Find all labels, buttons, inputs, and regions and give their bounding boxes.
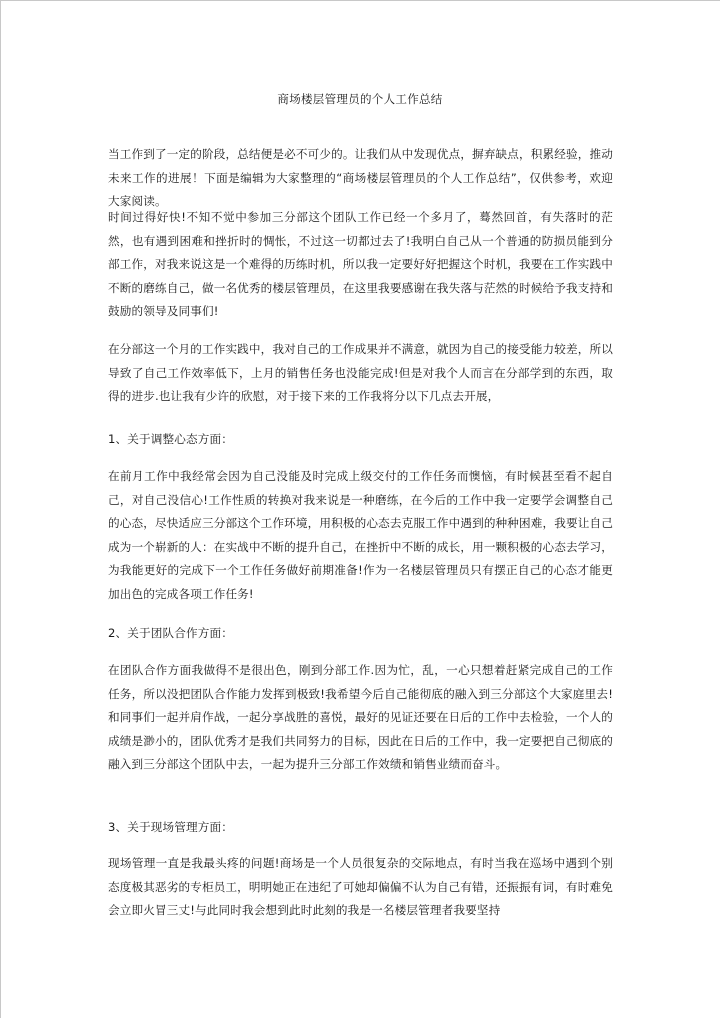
paragraph-4: 在团队合作方面我做得不是很出色，刚到分部工作.因为忙，乱，一心只想着赶紧完成自己的工作任务，所以没把团队合作能力发挥到极致!我希望今后自己能彻底的融入到三分部这个大家庭里去!和同事们一起并肩作战，一起分享战胜的喜悦，最好的见证还要在日后的工作中去检验，一个人的成绩是渺小的，团队优秀才是我们共同努力的目标，因此在日后的工作中，我一定要把自己彻底的融入到三分部这个团队中去，一起为提升三分部工作效绩和销售业绩而奋斗。 <box>108 663 613 771</box>
section-heading-3: 3、关于现场管理方面： <box>108 820 233 834</box>
paragraph-1: 时间过得好快!不知不觉中参加三分部这个团队工作已经一个多月了，蓦然回首，有失落时的茫然，也有遇到困难和挫折时的惆怅，不过这一切都过去了!我明白自己从一个普通的防损员能到分部工作，对我来说这是一个难得的历练时机，所以我一定要好好把握这个时机，我要在工作实践中不断的磨练自己，做一名优秀的楼层管理员，在这里我要感谢在我失落与茫然的时候给予我支持和鼓励的领导及同事们! <box>108 210 613 318</box>
document-title: 商场楼层管理员的个人工作总结 <box>277 92 443 106</box>
page-border-left <box>0 0 1 1018</box>
paragraph-3: 在前月工作中我经常会因为自己没能及时完成上级交付的工作任务而懊恼，有时候甚至看不起自己，对自己没信心!工作性质的转换对我来说是一种磨练，在今后的工作中我一定要学会调整自己的心态，尽快适应三分部这个工作环境，用积极的心态去克服工作中遇到的种种困难，我要让自己成为一个崭新的人：在实战中不断的提升自己，在挫折中不断的成长，用一颗积极的心态去学习，为我能更好的完成下一个工作任务做好前期准备!作为一名楼层管理员只有摆正自己的心态才能更加出色的完成各项工作任务! <box>108 469 613 601</box>
page-border-top <box>0 0 720 1</box>
section-heading-2: 2、关于团队合作方面： <box>108 626 233 640</box>
paragraph-2: 在分部这一个月的工作实践中，我对自己的工作成果并不满意，就因为自己的接受能力较差，所以导致了自己工作效率低下，上月的销售任务也没能完成!但是对我个人而言在分部学到的东西，取得的进步.也让我有少许的欣慰，对于接下来的工作我将分以下几点去开展， <box>108 342 613 403</box>
intro-paragraph: 当工作到了一定的阶段，总结便是必不可少的。让我们从中发现优点，摒弃缺点，积累经验，推动未来工作的进展！下面是编辑为大家整理的“商场楼层管理员的个人工作总结”，仅供参考，欢迎大家阅读。 <box>108 147 613 208</box>
paragraph-5: 现场管理一直是我最头疼的问题!商场是一个人员很复杂的交际地点，有时当我在巡场中遇到个别态度极其恶劣的专柜员工，明明她正在违纪了可她却偏偏不认为自己有错，还振振有词，有时难免会立即火冒三丈!与此同时我会想到此时此刻的我是一名楼层管理者我要坚持 <box>108 856 613 917</box>
section-heading-1: 1、关于调整心态方面： <box>108 432 233 446</box>
